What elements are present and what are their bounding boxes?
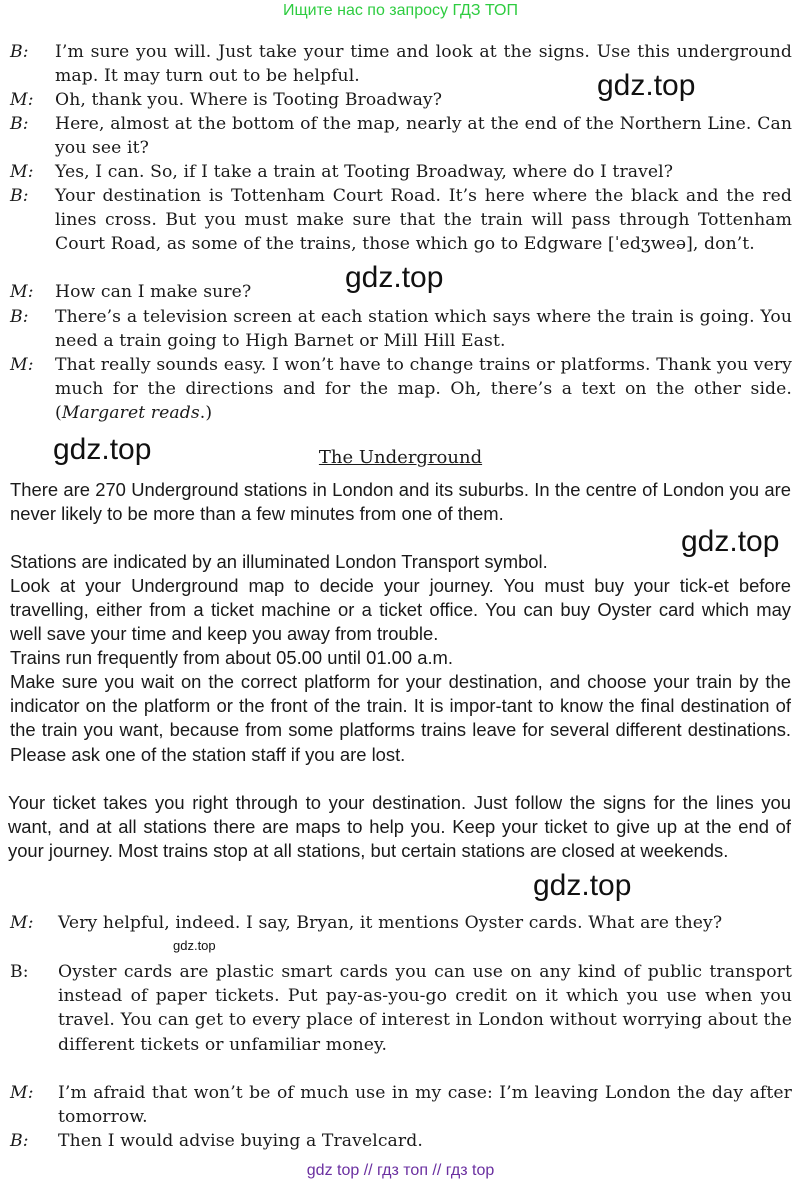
line-text: Oh, thank you. Where is Tooting Broadway?: [55, 90, 443, 110]
stage-direction: Margaret reads: [61, 403, 200, 424]
article-paragraph: Stations are indicated by an illuminated London Transport symbol.: [10, 551, 548, 572]
line-text: How can I make sure?: [55, 282, 252, 302]
dialogue-line: [10, 911, 792, 935]
speaker-label: B:: [10, 307, 29, 327]
dialogue-line: [10, 160, 792, 184]
watermark: gdz.top: [533, 869, 632, 902]
line-text: There’s a television screen at each station which says where the train is going. You need a train going to High Barnet or Mill Hill East.: [55, 307, 792, 352]
watermark: gdz.top: [53, 433, 152, 466]
line-text: Very helpful, indeed. I say, Bryan, it mentions Oyster cards. What are they?: [58, 913, 723, 933]
article-paragraph: Your ticket takes you right through to your destination. Just follow the signs for the lines you want, and at all stations there are maps to help you. Keep your ticket to give up at the end of your journey. Most trains stop at all stations, but certain stations are closed at weekends.: [8, 792, 791, 862]
speaker-label: M:: [10, 90, 34, 110]
line-text: Yes, I can. So, if I take a train at Tooting Broadway, where do I travel?: [55, 162, 674, 182]
line-text: I’m afraid that won’t be of much use in my case: I’m leaving London the day after tomorrow.: [58, 1083, 792, 1128]
article-paragraph: Look at your Underground map to decide your journey. You must buy your tick-et before travelling, either from a ticket machine or a ticket office. You can buy Oyster card which may well save your time and keep you away from trouble.: [10, 575, 791, 645]
speaker-label: B:: [10, 114, 29, 134]
dialogue-line: [10, 960, 792, 1057]
watermark: gdz.top: [597, 69, 696, 102]
line-text: Here, almost at the bottom of the map, nearly at the end of the Northern Line. Can you see it?: [55, 114, 792, 159]
speaker-label: M:: [10, 1083, 34, 1103]
dialogue-line: [10, 1129, 792, 1153]
line-text-tail: .): [199, 403, 213, 424]
line-text: Oyster cards are plastic smart cards you can use on any kind of public transport instead of paper tickets. Put pay-as-you-go credit on it which you use when you travel. You can get to every place of interest in London without worrying about the different tickets or unfamiliar money.: [58, 962, 792, 1055]
line-text: I’m sure you will. Just take your time and look at the signs. Use this underground map. It may turn out to be helpful.: [55, 42, 792, 87]
dialogue-line: [10, 1081, 792, 1129]
speaker-label: B:: [10, 962, 29, 982]
speaker-label: B:: [10, 42, 29, 62]
watermark: gdz.top: [681, 525, 780, 558]
speaker-label: B:: [10, 186, 29, 206]
article-paragraph: There are 270 Underground stations in London and its suburbs. In the centre of London you are never likely to be more than a few minutes from one of them.: [10, 479, 791, 525]
article-paragraph: Make sure you wait on the correct platform for your destination, and choose your train by the indicator on the platform or the front of the train. It is impor-tant to know the final destination of the train you want, because from some platforms trains leave for several different destinations. Please ask one of the station staff if you are lost.: [10, 671, 791, 765]
site-footer: gdz top // гдз топ // гдз top: [306, 1162, 495, 1179]
watermark: gdz.top: [345, 261, 444, 294]
speaker-label: M:: [10, 282, 34, 302]
article-paragraph: Trains run frequently from about 05.00 until 01.00 a.m.: [10, 647, 453, 668]
watermark-small: gdz.top: [173, 938, 216, 953]
line-text: Then I would advise buying a Travelcard.: [58, 1131, 423, 1151]
line-text-main: That really sounds easy. I won’t have to change trains or platforms. Thank you very much for the directions and for the map. Oh, there’s a text on the other side. (: [55, 355, 792, 424]
dialogue-line: [10, 353, 792, 426]
speaker-label: M:: [10, 162, 34, 182]
speaker-label: M:: [10, 355, 34, 375]
line-text: [55, 353, 792, 426]
dialogue-line: [10, 305, 792, 353]
article-title: The Underground: [318, 447, 483, 468]
dialogue-line: [10, 112, 792, 160]
line-text: Your destination is Tottenham Court Road. It’s here where the black and the red lines cross. But you must make sure that the train will pass through Tottenham Court Road, as some of the trains, those which go to Edgware [ˈedʒweə], don’t.: [55, 186, 792, 255]
speaker-label: M:: [10, 913, 34, 933]
speaker-label: B:: [10, 1131, 29, 1151]
site-banner: Ищите нас по запросу ГДЗ ТОП: [283, 2, 518, 19]
dialogue-line: [10, 184, 792, 257]
